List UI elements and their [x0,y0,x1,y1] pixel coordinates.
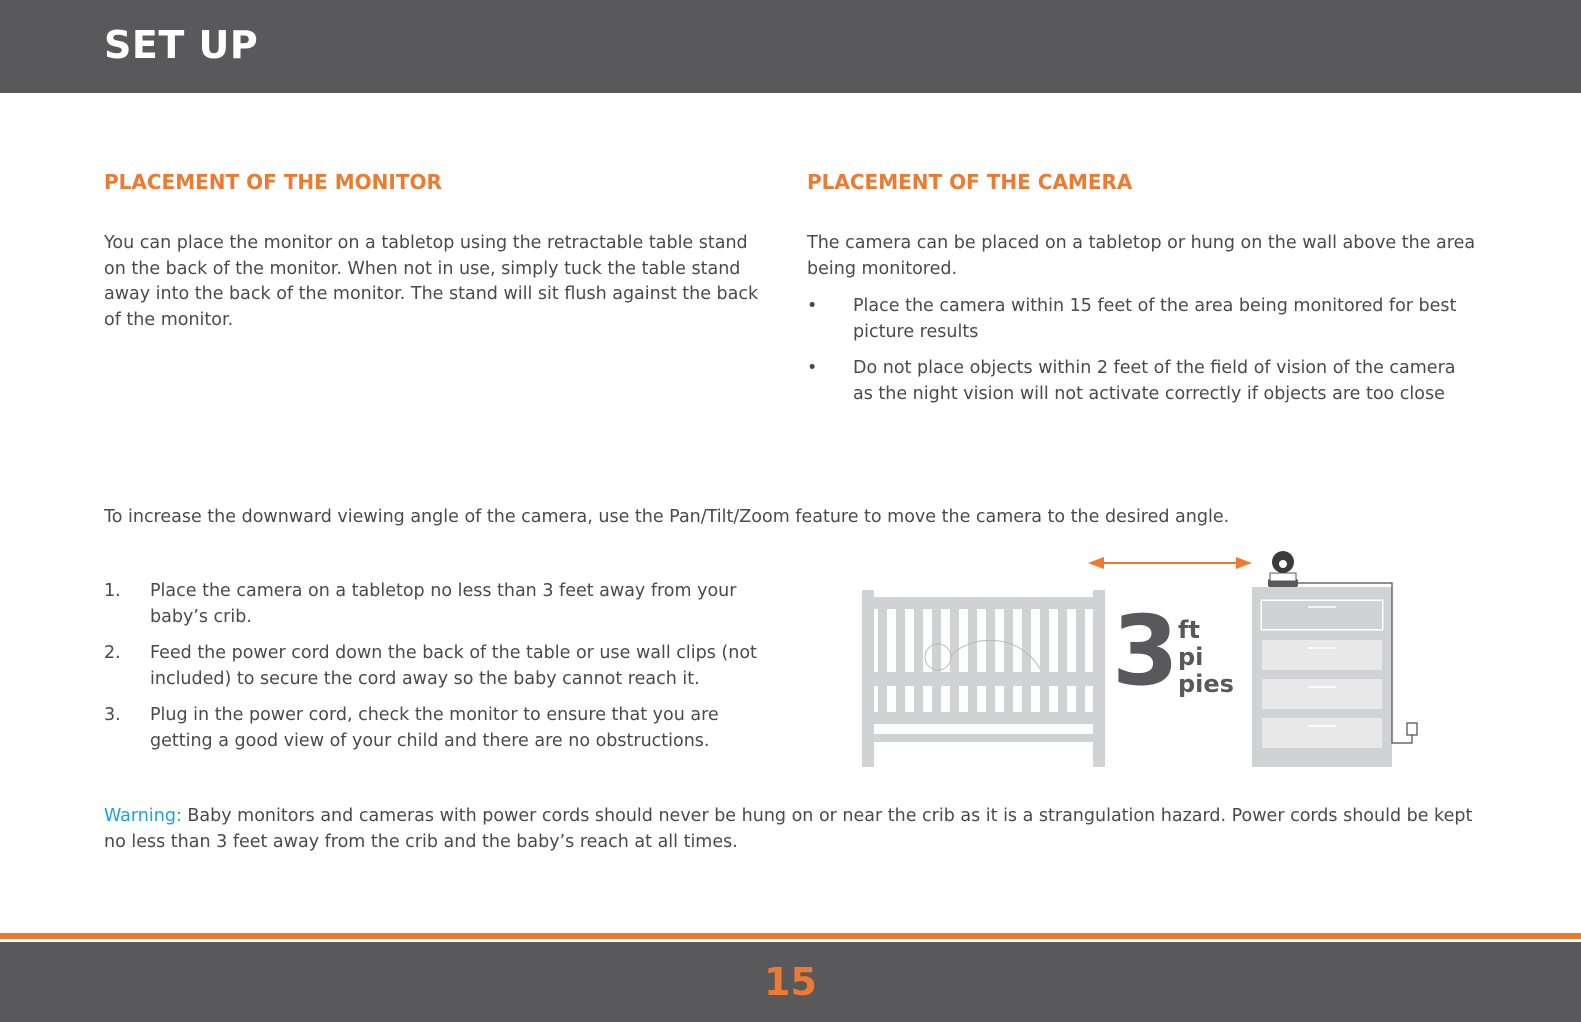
list-item [807,294,1477,345]
step-number: 2. [104,643,121,663]
unit-pi: pi [1178,643,1204,671]
dresser-icon [1252,587,1392,767]
page-header [0,0,1581,93]
page-number: 15 [764,960,817,1004]
camera-placement-bullets [807,294,1477,418]
camera-placement-heading: PLACEMENT OF THE CAMERA [807,170,1133,194]
list-item [104,703,774,754]
step-text: Feed the power cord down the back of the table or use wall clips (not included) to secure the cord away so the baby cannot reach it. [150,643,757,689]
list-item [104,579,774,630]
step-number: 3. [104,705,121,725]
bullet-marker: • [807,296,818,316]
step-text: Plug in the power cord, check the monitor to ensure that you are getting a good view of your child and there are no obstructions. [150,705,719,751]
camera-icon [1268,551,1298,587]
page-title: SET UP [104,23,259,67]
list-item [104,641,774,692]
distance-number: 3 [1112,595,1179,707]
unit-pies: pies [1178,670,1234,698]
angle-note: To increase the downward viewing angle of the camera, use the Pan/Tilt/Zoom feature to move the camera to the desired angle. [104,507,1230,527]
list-item [807,356,1477,407]
bullet-text: Place the camera within 15 feet of the area being monitored for best picture results [853,296,1457,342]
monitor-placement-heading: PLACEMENT OF THE MONITOR [104,170,442,194]
monitor-placement-text: You can place the monitor on a tabletop using the retractable table stand on the back of the monitor. When not in use, simply tuck the table stand away into the back of the monitor. The stand will sit flush against the back of the monitor. [104,233,759,330]
crib-icon [862,590,1105,767]
warning-note [104,804,1484,855]
bullet-marker: • [807,358,818,378]
distance-arrow-icon [1088,557,1252,569]
camera-placement-intro: The camera can be placed on a tabletop or hung on the wall above the area being monitored. [807,233,1476,279]
warning-text: Baby monitors and cameras with power cords should never be hung on or near the crib as it is a strangulation hazard. Power cords should be kept no less than 3 feet away from the crib and the baby’s reach at all times. [104,806,1473,852]
footer-accent-stripe [0,933,1581,939]
warning-label: Warning: [104,806,182,826]
placement-illustration [850,545,1440,775]
bullet-text: Do not place objects within 2 feet of the field of vision of the camera as the night vision will not activate correctly if objects are too close [853,358,1456,404]
unit-ft: ft [1178,616,1200,644]
step-text: Place the camera on a tabletop no less than 3 feet away from your baby’s crib. [150,581,737,627]
setup-steps [104,579,774,765]
page-footer [0,942,1581,1022]
step-number: 1. [104,581,121,601]
